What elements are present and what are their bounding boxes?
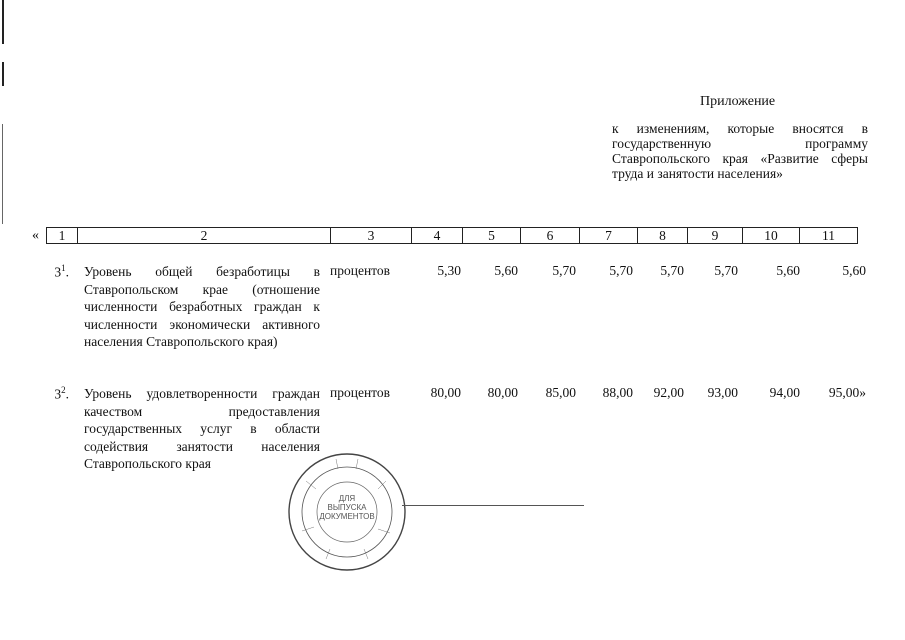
value-cell: 5,70 — [714, 263, 738, 278]
row-number: $3^2$. — [54, 385, 69, 402]
value-cell: 80,00 — [487, 385, 518, 400]
value-cell: 93,00 — [707, 385, 738, 400]
signature-line — [402, 505, 584, 506]
value-cell: 5,60 — [776, 263, 800, 278]
column-number-cell: 8 — [638, 228, 688, 244]
value-cell: 5,60 — [494, 263, 518, 278]
scan-edge-line — [2, 0, 4, 44]
unit-of-measure: процентов — [330, 263, 391, 278]
column-number-cell: 9 — [688, 228, 743, 244]
open-quote: « — [32, 228, 39, 243]
stamp-text-line: ВЫПУСКА — [327, 503, 367, 512]
value-cell: 5,70 — [552, 263, 576, 278]
value-cell: 88,00 — [602, 385, 633, 400]
column-number-cell: 11 — [800, 228, 858, 244]
column-number-cell: 2 — [78, 228, 331, 244]
column-number-cell: 6 — [521, 228, 580, 244]
column-number-cell: 4 — [412, 228, 463, 244]
unit-of-measure: процентов — [330, 385, 391, 400]
value-cell: 5,30 — [437, 263, 461, 278]
row-number: $3^1$. — [54, 263, 69, 280]
stamp-text-line: ДЛЯ — [338, 494, 356, 503]
column-number-cell: 10 — [743, 228, 800, 244]
stamp-text-line: ДОКУМЕНТОВ — [319, 512, 375, 521]
scan-edge-line — [2, 124, 3, 224]
value-cell: 5,70 — [660, 263, 684, 278]
value-cell: 5,60 — [842, 263, 866, 278]
value-cell: 95,00» — [828, 385, 866, 400]
indicator-description: Уровень общей безработицы в Ставропольском крае (отношение численности безработных граждан к численности экономически активного населения Ставропольского края) — [84, 264, 320, 349]
value-cell: 5,70 — [609, 263, 633, 278]
column-number-cell: 3 — [331, 228, 412, 244]
value-cell: 80,00 — [430, 385, 461, 400]
value-cell: 92,00 — [653, 385, 684, 400]
official-seal-stamp — [286, 451, 408, 573]
scan-edge-line — [2, 62, 4, 86]
appendix-subtitle: к изменениям, которые вносятся в государственную программу Ставропольского края «Развитие сферы труда и занятости населения» — [612, 121, 868, 181]
column-number-cell: 1 — [47, 228, 78, 244]
appendix-title: Приложение — [700, 94, 776, 109]
value-cell: 94,00 — [769, 385, 800, 400]
value-cell: 85,00 — [545, 385, 576, 400]
indicator-description: Уровень удовлетворенности граждан качеством предоставления государственных услуг в области содействия занятости населения Ставропольского края — [84, 386, 320, 471]
column-number-cell: 5 — [463, 228, 521, 244]
column-number-header — [46, 227, 858, 244]
column-number-cell: 7 — [580, 228, 638, 244]
